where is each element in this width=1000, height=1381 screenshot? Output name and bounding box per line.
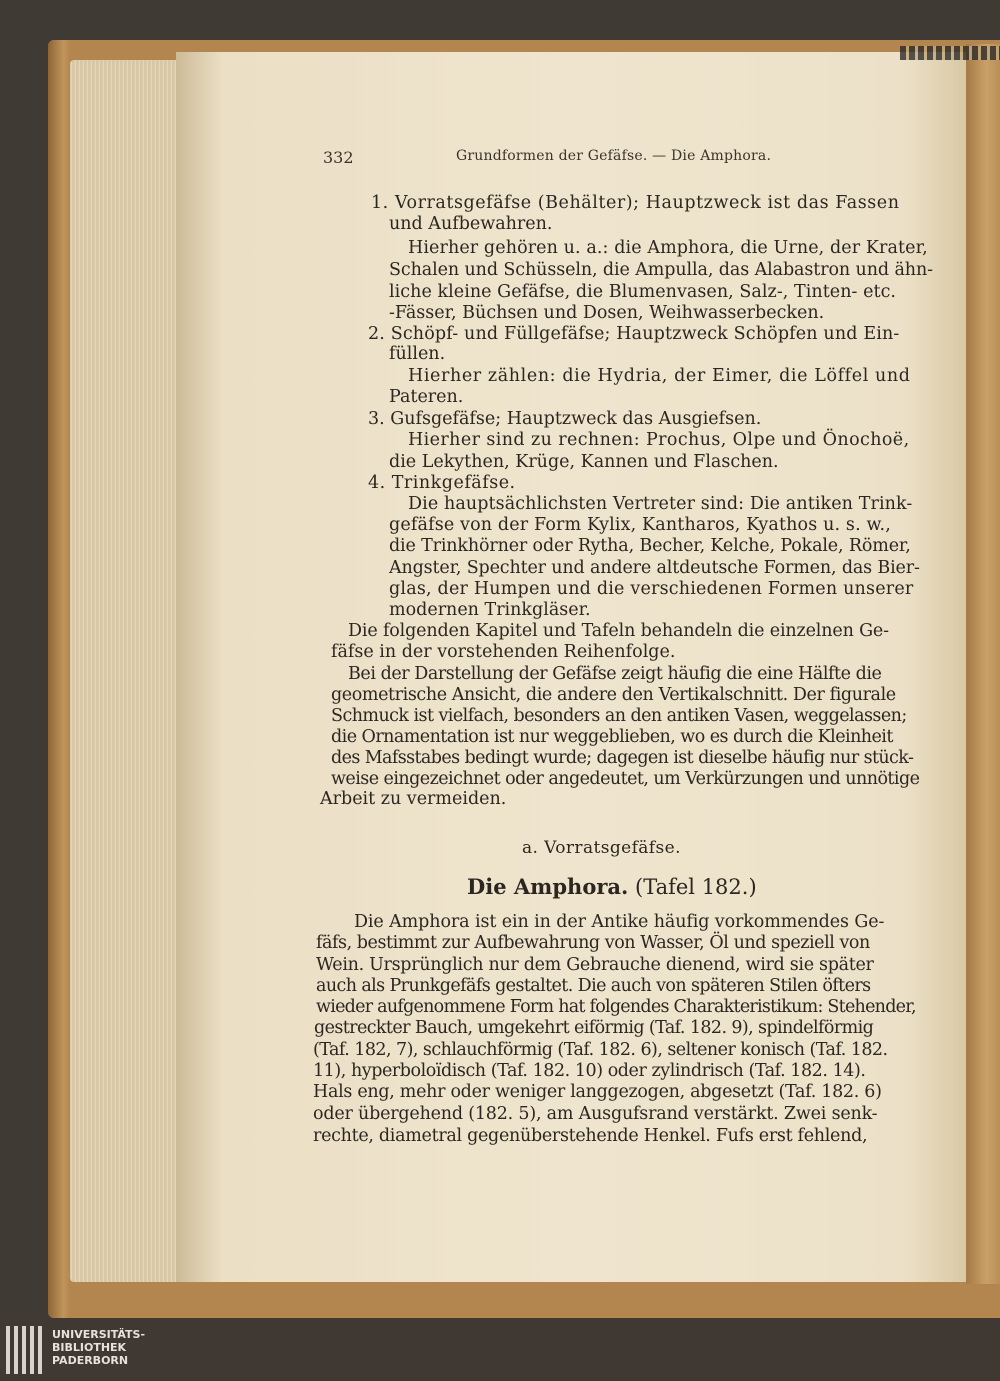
text-line: 4. Trinkgefäfse. <box>368 473 516 493</box>
text-line: modernen Trinkgläser. <box>389 600 591 620</box>
section-heading-bold: Die Amphora. <box>467 874 629 899</box>
text-line: Hierher sind zu rechnen: Prochus, Olpe und Önochoë, <box>408 430 910 450</box>
text-line: Arbeit zu vermeiden. <box>320 789 507 809</box>
text-line: füllen. <box>389 344 446 364</box>
text-line: Hals eng, mehr oder weniger langgezogen, abgesetzt (Taf. 182. 6) <box>313 1082 882 1102</box>
text-line: Pateren. <box>389 387 464 407</box>
text-line: Hierher gehören u. a.: die Amphora, die Urne, der Krater, <box>408 238 928 258</box>
text-line: Hierher zählen: die Hydria, der Eimer, die Löffel und <box>408 366 911 386</box>
text-line: wieder aufgenommene Form hat folgendes Charakteristikum: Stehender, <box>316 997 916 1017</box>
text-line: -Fässer, Büchsen und Dosen, Weihwasserbecken. <box>389 303 825 323</box>
text-line: weise eingezeichnet oder angedeutet, um Verkürzungen und unnötige <box>331 769 920 789</box>
text-line: 1. Vorratsgefäfse (Behälter); Hauptzweck ist das Fassen <box>371 193 900 213</box>
text-line: 11), hyperboloïdisch (Taf. 182. 10) oder zylindrisch (Taf. 182. 14). <box>313 1061 866 1081</box>
logo-line: BIBLIOTHEK <box>52 1341 127 1354</box>
text-line: Die hauptsächlichsten Vertreter sind: Die antiken Trink- <box>408 494 913 514</box>
text-line: rechte, diametral gegenüberstehende Henkel. Fufs erst fehlend, <box>313 1126 868 1146</box>
text-line: die Lekythen, Krüge, Kannen und Flaschen. <box>389 452 779 472</box>
text-line: gefäfse von der Form Kylix, Kantharos, Kyathos u. s. w., <box>389 515 891 535</box>
library-logo-text <box>52 1328 145 1367</box>
subheading: a. Vorratsgefäfse. <box>522 838 681 858</box>
text-line: Die Amphora ist ein in der Antike häufig vorkommendes Ge- <box>354 912 885 932</box>
text-line: Die folgenden Kapitel und Tafeln behandeln die einzelnen Ge- <box>348 621 889 641</box>
logo-line: PADERBORN <box>52 1354 129 1367</box>
logo-line: UNIVERSITÄTS- <box>52 1328 146 1341</box>
text-line: Schalen und Schüsseln, die Ampulla, das Alabastron und ähn- <box>389 260 933 280</box>
text-line: Schmuck ist vielfach, besonders an den antiken Vasen, weggelassen; <box>331 706 907 726</box>
text-line: fäfs, bestimmt zur Aufbewahrung von Wasser, Öl und speziell von <box>316 933 870 953</box>
text-line: (Taf. 182, 7), schlauchförmig (Taf. 182. 6), seltener konisch (Taf. 182. <box>313 1040 888 1060</box>
text-line: die Trinkhörner oder Rytha, Becher, Kelche, Pokale, Römer, <box>389 536 911 556</box>
text-line: glas, der Humpen und die verschiedenen Formen unserer <box>389 579 914 599</box>
text-line: 2. Schöpf- und Füllgefäfse; Hauptzweck Schöpfen und Ein- <box>368 324 900 344</box>
text-line: auch als Prunkgefäfs gestaltet. Die auch von späteren Stilen öfters <box>316 976 871 996</box>
text-line: oder übergehend (182. 5), am Ausgufsrand verstärkt. Zwei senk- <box>313 1104 878 1124</box>
text-line: geometrische Ansicht, die andere den Vertikalschnitt. Der figurale <box>331 685 896 705</box>
text-line: Bei der Darstellung der Gefäfse zeigt häufig die eine Hälfte die <box>348 664 882 684</box>
text-line: Angster, Spechter und andere altdeutsche Formen, das Bier- <box>389 558 920 578</box>
section-heading-plain: (Tafel 182.) <box>635 875 757 899</box>
page-number: 332 <box>323 148 354 167</box>
section-heading <box>467 874 757 899</box>
text-line: gestreckter Bauch, umgekehrt eiförmig (Taf. 182. 9), spindelförmig <box>314 1018 874 1038</box>
library-logo-icon <box>6 1326 46 1374</box>
text-line: die Ornamentation ist nur weggeblieben, wo es durch die Kleinheit <box>331 727 893 747</box>
text-line: und Aufbewahren. <box>389 214 553 234</box>
library-footer <box>0 1318 1000 1381</box>
text-line: des Mafsstabes bedingt wurde; dagegen ist dieselbe häufig nur stück- <box>331 748 914 768</box>
running-title: Grundformen der Gefäfse. — Die Amphora. <box>456 148 772 164</box>
text-line: 3. Gufsgefäfse; Hauptzweck das Ausgiefsen. <box>368 409 762 429</box>
text-line: Wein. Ursprünglich nur dem Gebrauche dienend, wird sie später <box>316 955 874 975</box>
text-line: fäfse in der vorstehenden Reihenfolge. <box>331 642 676 662</box>
text-line: liche kleine Gefäfse, die Blumenvasen, Salz-, Tinten- etc. <box>389 282 897 302</box>
